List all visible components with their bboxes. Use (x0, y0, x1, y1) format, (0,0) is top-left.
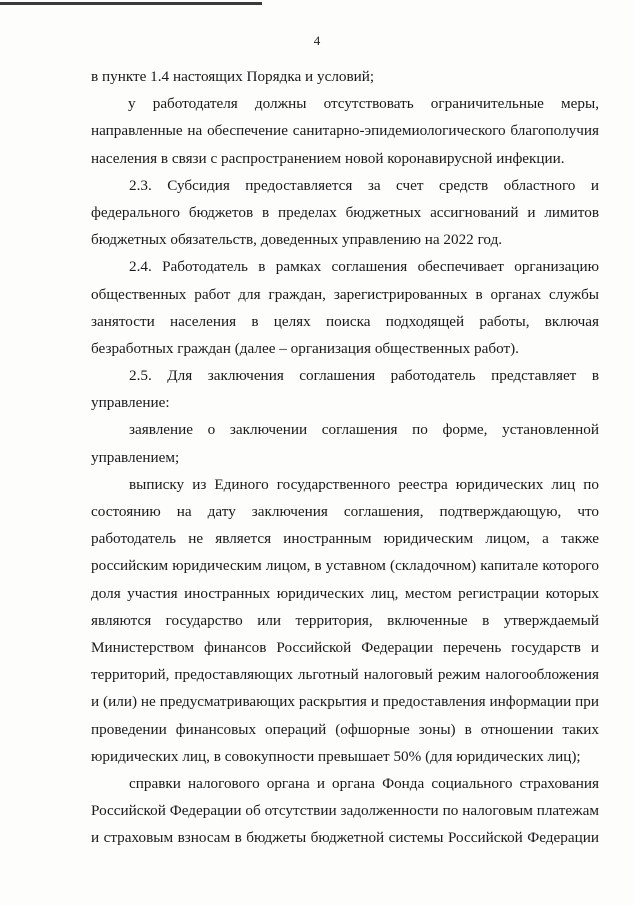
top-rule (0, 2, 262, 5)
text-line: заявление о заключении соглашения по форме, установленной (129, 421, 599, 439)
text-line: 2.4. Работодатель в рамках соглашения обеспечивает организацию (129, 258, 599, 276)
text-line: работодатель не является иностранным юридическим лицом, а также (91, 530, 599, 548)
text-line: юридических лиц, в совокупности превышает 50% (для юридических лиц); (91, 747, 581, 765)
text-line: населения в связи с распространением новой коронавирусной инфекции. (91, 149, 565, 167)
text-line: 2.5. Для заключения соглашения работодатель представляет в (129, 367, 599, 385)
text-line: являются государство или территория, включенные в утверждаемый (91, 611, 599, 629)
text-line: в пункте 1.4 настоящих Порядка и условий; (91, 68, 375, 85)
text-line: общественных работ для граждан, зарегистрированных в органах службы (91, 285, 599, 303)
text-line: доля участия иностранных юридических лиц, местом регистрации которых (91, 584, 599, 602)
text-line: выписку из Единого государственного реестра юридических лиц по (129, 475, 599, 493)
text-line: безработных граждан (далее – организация общественных работ). (91, 339, 519, 357)
text-line: проведении финансовых операций (офшорные зоны) в отношении таких (91, 720, 599, 738)
body-text (91, 63, 599, 851)
text-line: федерального бюджетов в пределах бюджетных ассигнований и лимитов (91, 203, 599, 221)
text-line: бюджетных обязательств, доведенных управлению на 2022 год. (91, 231, 503, 249)
text-line: направленные на обеспечение санитарно-эпидемиологического благополучия (91, 122, 599, 140)
page-number: 4 (313, 33, 321, 48)
text-line: Российской Федерации об отсутствии задолженности по налоговым платежам (91, 802, 599, 820)
text-line: справки налогового органа и органа Фонда социального страхования (129, 774, 599, 792)
text-line: у работодателя должны отсутствовать ограничительные меры, (128, 95, 599, 113)
text-line: Министерством финансов Российской Федерации перечень государств и (91, 638, 599, 656)
text-line: российским юридическим лицом, в уставном (складочном) капитале которого (91, 557, 599, 575)
text-line: управление: (91, 394, 170, 412)
text-line: территорий, предоставляющих льготный налоговый режим налогообложения (91, 666, 599, 684)
text-line: управлением; (91, 448, 180, 466)
text-line: занятости населения в целях поиска подходящей работы, включая (91, 312, 599, 330)
text-line: и (или) не предусматривающих раскрытия и предоставления информации при (91, 693, 599, 711)
text-line: состоянию на дату заключения соглашения, подтверждающую, что (91, 503, 599, 520)
text-line: 2.3. Субсидия предоставляется за счет средств областного и (129, 176, 599, 194)
text-line: и страховым взносам в бюджеты бюджетной системы Российской Федерации (91, 829, 599, 847)
